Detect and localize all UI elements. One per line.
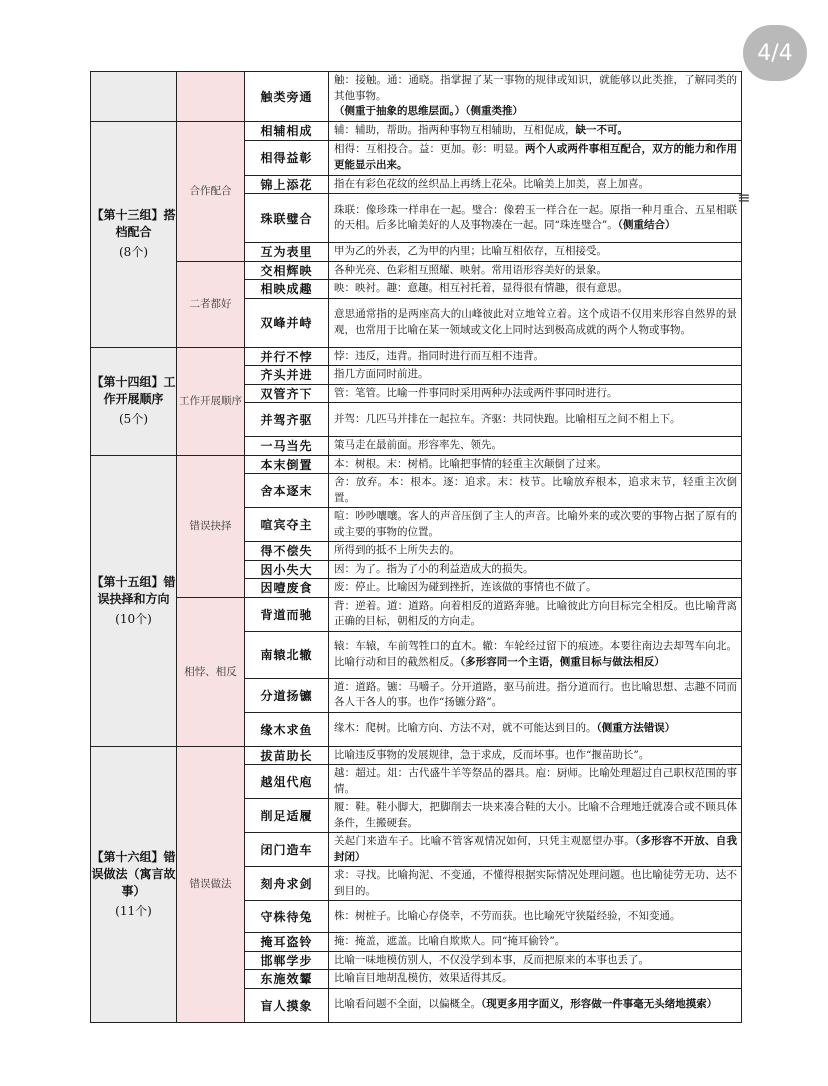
idiom-cell: 相辅相成 [245,122,329,141]
definition-cell [329,474,742,508]
idiom-cell: 本末倒置 [245,455,329,474]
idiom-cell: 闭门造车 [245,833,329,867]
idiom-cell: 南辕北辙 [245,631,329,678]
definition-note: （侧重结合） [617,219,676,231]
idiom-cell: 互为表里 [245,243,329,262]
definition-note: （多形容不开放、自我封闭） [334,835,737,863]
definition-text: 管：笔管。比喻一件事同时采用两种办法或两件事同时进行。 [334,386,618,399]
definition-cell [329,347,742,366]
definition-cell [329,280,742,299]
definition-cell [329,194,742,243]
definition-text: 缘木：爬树。比喻方向、方法不对，就不可能达到目的。 [334,722,597,735]
definition-cell [329,746,742,765]
group-name-cell [91,347,177,455]
definition-text: 比喻盲目地胡乱模仿，效果适得其反。 [334,972,513,984]
group-name-cell [91,455,177,746]
definition-text: 求：寻找。比喻拘泥、不变通，不懂得根据实际情况处理问题。也比喻徒劳无功、达不到目的。 [334,869,737,897]
subgroup-name-cell: 合作配合 [177,122,245,262]
definition-text: 舍：放弃。本：根本。逐：追求。末：枝节。比喻放弃根本，追求末节，轻重主次倒置。 [334,476,737,504]
idiom-cell: 得不偿失 [245,542,329,561]
idiom-cell: 拔苗助长 [245,746,329,765]
subgroup-name-cell: 错误抉择 [177,455,245,597]
definition-cell [329,243,742,262]
definition-text: 甲为乙的外表，乙为甲的内里；比喻互相依存，互相接受。 [334,245,607,257]
definition-text: 悖：违反，违背。指同时进行而互相不违背。 [334,349,544,362]
idiom-cell: 舍本逐末 [245,474,329,508]
idiom-cell: 背道而驰 [245,597,329,631]
definition-cell [329,631,742,678]
group-name-cell [91,746,177,1022]
definition-text: 比喻一味地模仿别人，不仅没学到本事，反而把原来的本事也丢了。 [334,953,649,966]
definition-cell [329,455,742,474]
idiom-cell: 一马当先 [245,437,329,456]
subgroup-name-cell: 二者都好 [177,261,245,347]
definition-cell [329,970,742,989]
group-name: 【第十三组】搭档配合 [91,208,176,240]
definition-text: 比喻违反事物的发展规律，急于求成，反而坏事。也作“揠苗助长”。 [334,748,650,761]
group-count: (10个) [115,611,152,626]
definition-text: 珠联：像珍珠一样串在一起。璧合：像碧玉一样合在一起。原指一种月重合、五星相联的天相。后多比喻美好的人及事物凑在一起。同“珠连璧合”。 [334,203,737,231]
table-row [91,746,742,765]
definition-cell [329,122,742,141]
subgroup-name-cell: 相悖、相反 [177,597,245,746]
definition-cell [329,175,742,194]
table-row [91,455,742,474]
definition-cell [329,678,742,712]
definition-cell [329,72,742,122]
idiom-cell: 因噎废食 [245,579,329,598]
definition-text: 比喻看问题不全面，以偏概全。 [334,998,481,1011]
definition-cell [329,867,742,901]
definition-text: 关起门来造车子。比喻不管客观情况如何，只凭主观愿望办事。 [334,835,635,847]
definition-text: 触：接触。通：通晓。指掌握了某一事物的规律或知识，就能够以此类推，了解同类的其他事物。 [334,74,737,102]
definition-text: 各种光亮、色彩相互照耀、映射。常用语形容美好的景象。 [334,263,607,276]
definition-cell [329,140,742,175]
definition-cell [329,988,742,1022]
idiom-table-body [91,72,742,1023]
definition-text: 废：停止。比喻因为碰到挫折，连该做的事情也不做了。 [334,581,597,593]
group-name: 【第十六组】错误做法（寓言故事） [91,849,176,898]
definition-text: 策马走在最前面。形容率先、领先。 [334,439,502,451]
idiom-cell: 触类旁通 [245,72,329,122]
definition-text: 越：超过。俎：古代盛牛羊等祭品的器具。庖：厨师。比喻处理超过自己职权范围的事情。 [334,767,737,795]
definition-text: 本：树根。末：树梢。比喻把事情的轻重主次颠倒了过来。 [334,457,607,470]
definition-text: 辅：辅助，帮助。指两种事物互相辅助，互相促成， [334,124,576,136]
definition-text: 映：映衬。趣：意趣。相互衬托着，显得很有情趣，很有意思。 [334,282,628,294]
definition-text: 所得到的抵不上所失去的。 [334,544,460,556]
idiom-cell: 越俎代庖 [245,765,329,799]
idiom-cell: 相映成趣 [245,280,329,299]
definition-cell [329,901,742,933]
definition-cell [329,403,742,437]
definition-cell [329,560,742,579]
idiom-cell: 并行不悖 [245,347,329,366]
definition-cell [329,542,742,561]
subgroup-cell-previous [177,72,245,122]
definition-cell [329,712,742,746]
definition-cell [329,833,742,867]
definition-note: （现更多用字面义，形容做一件事毫无头绪地摸索） [481,998,718,1011]
definition-text: 辕：车辕，车前驾牲口的直木。辙：车轮经过留下的痕迹。本要往南边去却驾车向北。比喻行动和目的截然相反。 [334,640,737,668]
group-cell-previous [91,72,177,122]
definition-cell [329,298,742,347]
idiom-cell: 因小失大 [245,560,329,579]
idiom-cell: 双峰并峙 [245,298,329,347]
definition-cell [329,951,742,970]
idiom-cell: 珠联璧合 [245,194,329,243]
idiom-cell: 并驾齐驱 [245,403,329,437]
definition-note: （侧重方法错误） [596,722,676,735]
idiom-cell: 邯郸学步 [245,951,329,970]
idiom-cell: 相得益彰 [245,140,329,175]
definition-cell [329,765,742,799]
definition-cell [329,579,742,598]
definition-note: 缺一不可。 [575,124,628,136]
definition-cell [329,437,742,456]
idiom-cell: 盲人摸象 [245,988,329,1022]
group-name-cell [91,122,177,348]
idiom-cell: 缘木求鱼 [245,712,329,746]
idiom-cell: 刻舟求剑 [245,867,329,901]
definition-text: 指几方面同时前进。 [334,368,429,380]
definition-text: 道：道路。镳：马嚼子。分开道路，驱马前进。指分道而行。也比喻思想、志趣不同而各人干各人的事。也作“扬镳分路”。 [334,680,737,708]
idiom-cell: 锦上添花 [245,175,329,194]
definition-note: 两个人或两件事相互配合，双方的能力和作用更能显示出来。 [334,143,738,171]
subgroup-name-cell: 工作开展顺序 [177,347,245,455]
table-row [91,72,742,122]
idiom-cell: 喧宾夺主 [245,508,329,542]
group-name: 【第十五组】错误抉择和方向 [91,574,176,606]
page-counter-badge[interactable]: 4/4 [743,25,807,81]
idiom-table [90,71,742,1023]
definition-text: 相得：互相投合。益：更加。彰：明显。 [334,143,525,155]
definition-text: 因：为了。指为了小的利益造成大的损失。 [334,562,534,575]
definition-cell [329,384,742,403]
table-row [91,261,742,280]
group-name: 【第十四组】工作开展顺序 [91,375,176,406]
menu-icon[interactable]: ≡ [737,187,751,207]
definition-text: 掩：掩盖，遮盖。比喻自欺欺人。同“掩耳偷铃”。 [334,935,566,947]
definition-cell [329,366,742,385]
group-count: (11个) [115,903,152,918]
definition-cell [329,597,742,631]
subgroup-name-cell: 错误做法 [177,746,245,1022]
definition-cell [329,261,742,280]
definition-text: 喧：吵吵嚷嚷。客人的声音压倒了主人的声音。比喻外来的或次要的事物占据了原有的或主要的事物的位置。 [334,510,737,538]
table-row [91,347,742,366]
definition-text: 履：鞋。鞋小脚大，把脚削去一块来凑合鞋的大小。比喻不合理地迁就凑合或不顾具体条件，生搬硬套。 [334,801,737,829]
idiom-cell: 守株待兔 [245,901,329,933]
idiom-cell: 分道扬镳 [245,678,329,712]
table-row [91,122,742,141]
idiom-cell: 齐头并进 [245,366,329,385]
definition-text: 并驾：几匹马并排在一起拉车。齐驱：共同快跑。比喻相互之间不相上下。 [334,412,681,425]
definition-cell [329,799,742,833]
idiom-cell: 掩耳盗铃 [245,933,329,952]
idiom-cell: 交相辉映 [245,261,329,280]
table-row [91,597,742,631]
definition-text: 指在有彩色花纹的丝织品上再绣上花朵。比喻美上加美，喜上加喜。 [334,177,649,190]
group-count: (8个) [119,245,148,260]
definition-text: 株：树桩子。比喻心存侥幸，不劳而获。也比喻死守狭隘经验，不知变通。 [334,909,681,922]
definition-note: （侧重于抽象的思维层面。）（侧重类推） [334,105,523,118]
idiom-cell: 东施效颦 [245,970,329,989]
definition-cell [329,933,742,952]
idiom-cell: 双管齐下 [245,384,329,403]
group-count: (5个) [119,412,148,426]
definition-note: （多形容同一个主语，侧重目标与做法相反） [460,655,665,668]
definition-text: 意思通常指的是两座高大的山峰彼此对立地耸立着。这个成语不仅用来形容自然界的景观，也常用于比喻在某一领域或文化上同时达到极高成就的两个人物或事物。 [334,308,737,336]
idiom-cell: 削足适履 [245,799,329,833]
definition-text: 背：逆着。道：道路。向着相反的道路奔驰。比喻彼此方向目标完全相反。也比喻背离正确的目标，朝相反的方向走。 [334,599,737,627]
definition-cell [329,508,742,542]
